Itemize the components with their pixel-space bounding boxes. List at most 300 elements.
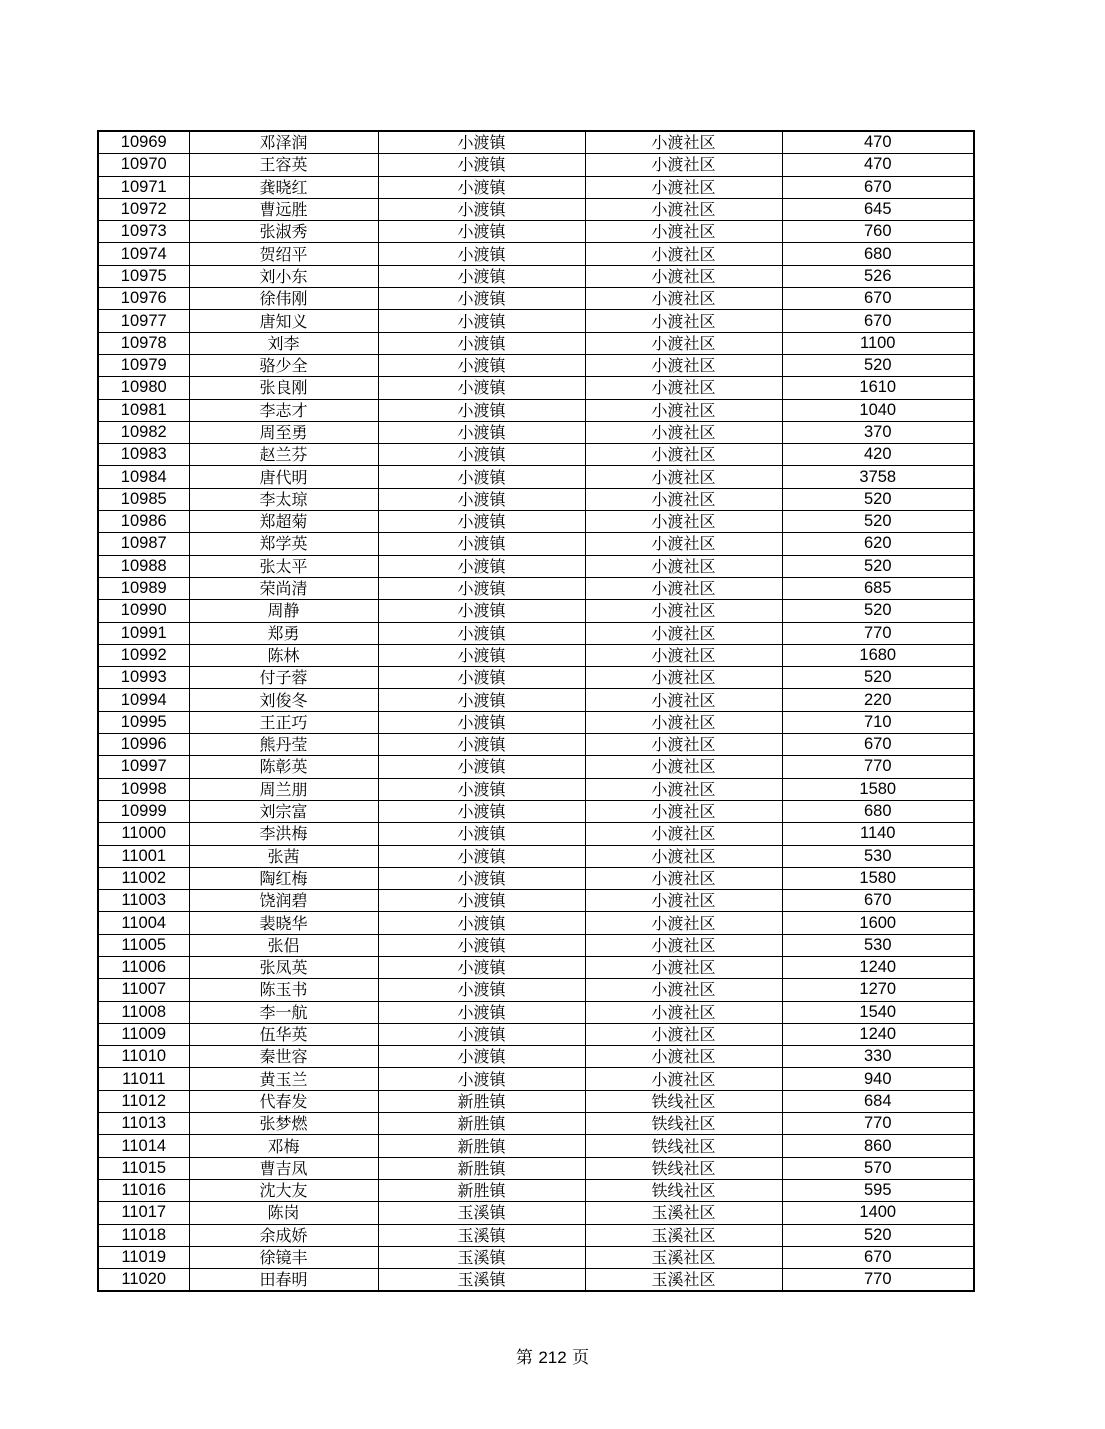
community-cell: 铁线社区 [585,1090,782,1112]
table-row [98,243,974,265]
table-row [98,176,974,198]
name-cell: 田春明 [189,1269,378,1292]
name-cell: 陈林 [189,644,378,666]
page-number: 212 [538,1348,567,1367]
name-cell: 代春发 [189,1090,378,1112]
table-row [98,154,974,176]
town-cell: 小渡镇 [378,555,585,577]
name-cell: 张茜 [189,845,378,867]
name-cell: 陈彰英 [189,756,378,778]
table-row [98,1157,974,1179]
table-row [98,1135,974,1157]
amount-cell: 1580 [782,778,974,800]
page-footer [0,1343,1105,1368]
community-cell: 小渡社区 [585,288,782,310]
amount-cell: 1140 [782,823,974,845]
name-cell: 饶润碧 [189,890,378,912]
community-cell: 小渡社区 [585,488,782,510]
amount-cell: 530 [782,934,974,956]
table-row [98,867,974,889]
town-cell: 小渡镇 [378,979,585,1001]
table-row [98,667,974,689]
serial-number-cell: 11003 [98,890,189,912]
amount-cell: 1610 [782,377,974,399]
serial-number-cell: 11007 [98,979,189,1001]
table-row [98,800,974,822]
town-cell: 小渡镇 [378,332,585,354]
amount-cell: 1580 [782,867,974,889]
town-cell: 小渡镇 [378,600,585,622]
table-row [98,265,974,287]
table-row [98,1246,974,1268]
table-row [98,354,974,376]
serial-number-cell: 10988 [98,555,189,577]
amount-cell: 760 [782,221,974,243]
serial-number-cell: 11009 [98,1023,189,1045]
name-cell: 熊丹莹 [189,734,378,756]
serial-number-cell: 10993 [98,667,189,689]
serial-number-cell: 10996 [98,734,189,756]
name-cell: 赵兰芬 [189,444,378,466]
community-cell: 铁线社区 [585,1113,782,1135]
community-cell: 小渡社区 [585,979,782,1001]
serial-number-cell: 10980 [98,377,189,399]
serial-number-cell: 10987 [98,533,189,555]
community-cell: 小渡社区 [585,354,782,376]
community-cell: 铁线社区 [585,1179,782,1201]
table-row [98,533,974,555]
table-row [98,956,974,978]
serial-number-cell: 11001 [98,845,189,867]
table-row [98,1179,974,1201]
amount-cell: 420 [782,444,974,466]
community-cell: 小渡社区 [585,1023,782,1045]
town-cell: 玉溪镇 [378,1202,585,1224]
serial-number-cell: 10969 [98,131,189,154]
amount-cell: 330 [782,1046,974,1068]
table-row [98,1068,974,1090]
town-cell: 新胜镇 [378,1157,585,1179]
table-row [98,555,974,577]
name-cell: 张淑秀 [189,221,378,243]
serial-number-cell: 10999 [98,800,189,822]
amount-cell: 570 [782,1157,974,1179]
town-cell: 小渡镇 [378,800,585,822]
table-row [98,1046,974,1068]
name-cell: 付子蓉 [189,667,378,689]
amount-cell: 470 [782,131,974,154]
table-row [98,288,974,310]
amount-cell: 670 [782,288,974,310]
amount-cell: 770 [782,756,974,778]
table-row [98,845,974,867]
serial-number-cell: 10983 [98,444,189,466]
town-cell: 小渡镇 [378,912,585,934]
community-cell: 小渡社区 [585,711,782,733]
town-cell: 小渡镇 [378,421,585,443]
name-cell: 余成娇 [189,1224,378,1246]
town-cell: 新胜镇 [378,1113,585,1135]
community-cell: 小渡社区 [585,667,782,689]
serial-number-cell: 11006 [98,956,189,978]
serial-number-cell: 10970 [98,154,189,176]
town-cell: 小渡镇 [378,1046,585,1068]
amount-cell: 645 [782,198,974,220]
town-cell: 小渡镇 [378,265,585,287]
name-cell: 周至勇 [189,421,378,443]
town-cell: 小渡镇 [378,956,585,978]
serial-number-cell: 11002 [98,867,189,889]
serial-number-cell: 11020 [98,1269,189,1292]
community-cell: 小渡社区 [585,533,782,555]
serial-number-cell: 11015 [98,1157,189,1179]
town-cell: 小渡镇 [378,711,585,733]
serial-number-cell: 11014 [98,1135,189,1157]
serial-number-cell: 10997 [98,756,189,778]
name-cell: 郑超菊 [189,511,378,533]
name-cell: 徐镜丰 [189,1246,378,1268]
community-cell: 小渡社区 [585,890,782,912]
name-cell: 曹吉凤 [189,1157,378,1179]
name-cell: 裴晓华 [189,912,378,934]
name-cell: 郑勇 [189,622,378,644]
community-cell: 小渡社区 [585,778,782,800]
town-cell: 小渡镇 [378,1068,585,1090]
serial-number-cell: 10976 [98,288,189,310]
name-cell: 唐代明 [189,466,378,488]
name-cell: 荣尚清 [189,577,378,599]
name-cell: 黄玉兰 [189,1068,378,1090]
community-cell: 小渡社区 [585,800,782,822]
community-cell: 小渡社区 [585,622,782,644]
name-cell: 伍华英 [189,1023,378,1045]
amount-cell: 520 [782,1224,974,1246]
amount-cell: 520 [782,555,974,577]
amount-cell: 520 [782,667,974,689]
community-cell: 小渡社区 [585,577,782,599]
community-cell: 小渡社区 [585,845,782,867]
serial-number-cell: 10990 [98,600,189,622]
community-cell: 小渡社区 [585,466,782,488]
serial-number-cell: 11019 [98,1246,189,1268]
town-cell: 小渡镇 [378,176,585,198]
roster-table [97,130,975,1292]
name-cell: 邓泽润 [189,131,378,154]
table-row [98,399,974,421]
table-row [98,622,974,644]
serial-number-cell: 10985 [98,488,189,510]
serial-number-cell: 11004 [98,912,189,934]
amount-cell: 680 [782,243,974,265]
serial-number-cell: 10975 [98,265,189,287]
table-row [98,332,974,354]
community-cell: 小渡社区 [585,734,782,756]
table-row [98,310,974,332]
name-cell: 秦世容 [189,1046,378,1068]
name-cell: 李太琼 [189,488,378,510]
amount-cell: 1680 [782,644,974,666]
community-cell: 玉溪社区 [585,1202,782,1224]
town-cell: 玉溪镇 [378,1246,585,1268]
name-cell: 徐伟刚 [189,288,378,310]
name-cell: 李志才 [189,399,378,421]
town-cell: 小渡镇 [378,154,585,176]
table-row [98,644,974,666]
serial-number-cell: 10991 [98,622,189,644]
community-cell: 小渡社区 [585,399,782,421]
table-row [98,890,974,912]
name-cell: 邓梅 [189,1135,378,1157]
name-cell: 陈玉书 [189,979,378,1001]
name-cell: 李洪梅 [189,823,378,845]
serial-number-cell: 10984 [98,466,189,488]
amount-cell: 1400 [782,1202,974,1224]
community-cell: 小渡社区 [585,956,782,978]
community-cell: 小渡社区 [585,756,782,778]
town-cell: 小渡镇 [378,399,585,421]
community-cell: 小渡社区 [585,176,782,198]
serial-number-cell: 10998 [98,778,189,800]
town-cell: 小渡镇 [378,198,585,220]
table-row [98,421,974,443]
serial-number-cell: 11013 [98,1113,189,1135]
amount-cell: 1240 [782,1023,974,1045]
community-cell: 小渡社区 [585,243,782,265]
town-cell: 小渡镇 [378,756,585,778]
amount-cell: 940 [782,1068,974,1090]
table-row [98,1224,974,1246]
community-cell: 小渡社区 [585,265,782,287]
name-cell: 张侣 [189,934,378,956]
community-cell: 小渡社区 [585,511,782,533]
table-row [98,912,974,934]
community-cell: 小渡社区 [585,154,782,176]
amount-cell: 860 [782,1135,974,1157]
amount-cell: 520 [782,354,974,376]
community-cell: 小渡社区 [585,689,782,711]
serial-number-cell: 11008 [98,1001,189,1023]
town-cell: 小渡镇 [378,377,585,399]
serial-number-cell: 11005 [98,934,189,956]
town-cell: 小渡镇 [378,354,585,376]
town-cell: 小渡镇 [378,511,585,533]
town-cell: 小渡镇 [378,1001,585,1023]
town-cell: 新胜镇 [378,1135,585,1157]
town-cell: 小渡镇 [378,622,585,644]
serial-number-cell: 11016 [98,1179,189,1201]
town-cell: 小渡镇 [378,778,585,800]
community-cell: 小渡社区 [585,198,782,220]
amount-cell: 370 [782,421,974,443]
community-cell: 小渡社区 [585,912,782,934]
name-cell: 陶红梅 [189,867,378,889]
amount-cell: 3758 [782,466,974,488]
page-footer-suffix: 页 [572,1348,590,1368]
community-cell: 玉溪社区 [585,1224,782,1246]
table-row [98,689,974,711]
serial-number-cell: 10982 [98,421,189,443]
table-row [98,511,974,533]
amount-cell: 710 [782,711,974,733]
town-cell: 小渡镇 [378,444,585,466]
town-cell: 小渡镇 [378,288,585,310]
amount-cell: 595 [782,1179,974,1201]
town-cell: 小渡镇 [378,1023,585,1045]
table-row [98,1023,974,1045]
amount-cell: 526 [782,265,974,287]
serial-number-cell: 11000 [98,823,189,845]
table-row [98,778,974,800]
table-row [98,131,974,154]
table-row [98,756,974,778]
amount-cell: 1270 [782,979,974,1001]
name-cell: 骆少全 [189,354,378,376]
amount-cell: 770 [782,622,974,644]
community-cell: 小渡社区 [585,555,782,577]
community-cell: 小渡社区 [585,377,782,399]
table-row [98,198,974,220]
amount-cell: 620 [782,533,974,555]
name-cell: 曹远胜 [189,198,378,220]
amount-cell: 520 [782,488,974,510]
name-cell: 周兰朋 [189,778,378,800]
table-row [98,377,974,399]
name-cell: 刘俊冬 [189,689,378,711]
community-cell: 铁线社区 [585,1135,782,1157]
amount-cell: 770 [782,1113,974,1135]
table-row [98,577,974,599]
serial-number-cell: 10971 [98,176,189,198]
serial-number-cell: 10979 [98,354,189,376]
serial-number-cell: 10972 [98,198,189,220]
town-cell: 新胜镇 [378,1090,585,1112]
table-row [98,466,974,488]
roster-table-body [98,131,974,1291]
table-row [98,934,974,956]
community-cell: 玉溪社区 [585,1246,782,1268]
amount-cell: 685 [782,577,974,599]
community-cell: 小渡社区 [585,1001,782,1023]
table-row [98,1001,974,1023]
name-cell: 沈大友 [189,1179,378,1201]
name-cell: 王容英 [189,154,378,176]
town-cell: 小渡镇 [378,577,585,599]
amount-cell: 670 [782,890,974,912]
name-cell: 张梦燃 [189,1113,378,1135]
amount-cell: 1100 [782,332,974,354]
name-cell: 贺绍平 [189,243,378,265]
serial-number-cell: 10994 [98,689,189,711]
table-row [98,1090,974,1112]
serial-number-cell: 11018 [98,1224,189,1246]
town-cell: 小渡镇 [378,823,585,845]
table-row [98,979,974,1001]
town-cell: 小渡镇 [378,867,585,889]
town-cell: 小渡镇 [378,890,585,912]
amount-cell: 1600 [782,912,974,934]
table-row [98,711,974,733]
table-row [98,444,974,466]
table-row [98,1202,974,1224]
amount-cell: 1040 [782,399,974,421]
name-cell: 张太平 [189,555,378,577]
table-row [98,1113,974,1135]
table-row [98,221,974,243]
community-cell: 小渡社区 [585,823,782,845]
name-cell: 李一航 [189,1001,378,1023]
community-cell: 小渡社区 [585,221,782,243]
amount-cell: 684 [782,1090,974,1112]
name-cell: 张良刚 [189,377,378,399]
town-cell: 小渡镇 [378,131,585,154]
amount-cell: 530 [782,845,974,867]
community-cell: 小渡社区 [585,332,782,354]
name-cell: 龚晓红 [189,176,378,198]
community-cell: 玉溪社区 [585,1269,782,1292]
town-cell: 小渡镇 [378,310,585,332]
community-cell: 小渡社区 [585,131,782,154]
name-cell: 刘宗富 [189,800,378,822]
town-cell: 小渡镇 [378,845,585,867]
amount-cell: 670 [782,176,974,198]
name-cell: 刘李 [189,332,378,354]
town-cell: 小渡镇 [378,934,585,956]
town-cell: 玉溪镇 [378,1224,585,1246]
table-row [98,600,974,622]
town-cell: 小渡镇 [378,689,585,711]
serial-number-cell: 10989 [98,577,189,599]
amount-cell: 670 [782,310,974,332]
table-row [98,488,974,510]
community-cell: 小渡社区 [585,934,782,956]
name-cell: 周静 [189,600,378,622]
serial-number-cell: 10992 [98,644,189,666]
community-cell: 小渡社区 [585,310,782,332]
serial-number-cell: 11010 [98,1046,189,1068]
serial-number-cell: 10986 [98,511,189,533]
serial-number-cell: 11012 [98,1090,189,1112]
name-cell: 刘小东 [189,265,378,287]
town-cell: 小渡镇 [378,667,585,689]
town-cell: 玉溪镇 [378,1269,585,1292]
amount-cell: 670 [782,1246,974,1268]
amount-cell: 670 [782,734,974,756]
community-cell: 小渡社区 [585,444,782,466]
serial-number-cell: 10978 [98,332,189,354]
serial-number-cell: 11017 [98,1202,189,1224]
amount-cell: 1540 [782,1001,974,1023]
page-footer-prefix: 第 [515,1348,533,1368]
community-cell: 小渡社区 [585,1046,782,1068]
name-cell: 陈岗 [189,1202,378,1224]
town-cell: 小渡镇 [378,533,585,555]
amount-cell: 1240 [782,956,974,978]
serial-number-cell: 10974 [98,243,189,265]
table-row [98,734,974,756]
community-cell: 小渡社区 [585,1068,782,1090]
serial-number-cell: 10995 [98,711,189,733]
amount-cell: 770 [782,1269,974,1292]
table-row [98,1269,974,1292]
name-cell: 张凤英 [189,956,378,978]
community-cell: 铁线社区 [585,1157,782,1179]
amount-cell: 470 [782,154,974,176]
community-cell: 小渡社区 [585,644,782,666]
amount-cell: 520 [782,600,974,622]
name-cell: 郑学英 [189,533,378,555]
community-cell: 小渡社区 [585,600,782,622]
serial-number-cell: 10981 [98,399,189,421]
